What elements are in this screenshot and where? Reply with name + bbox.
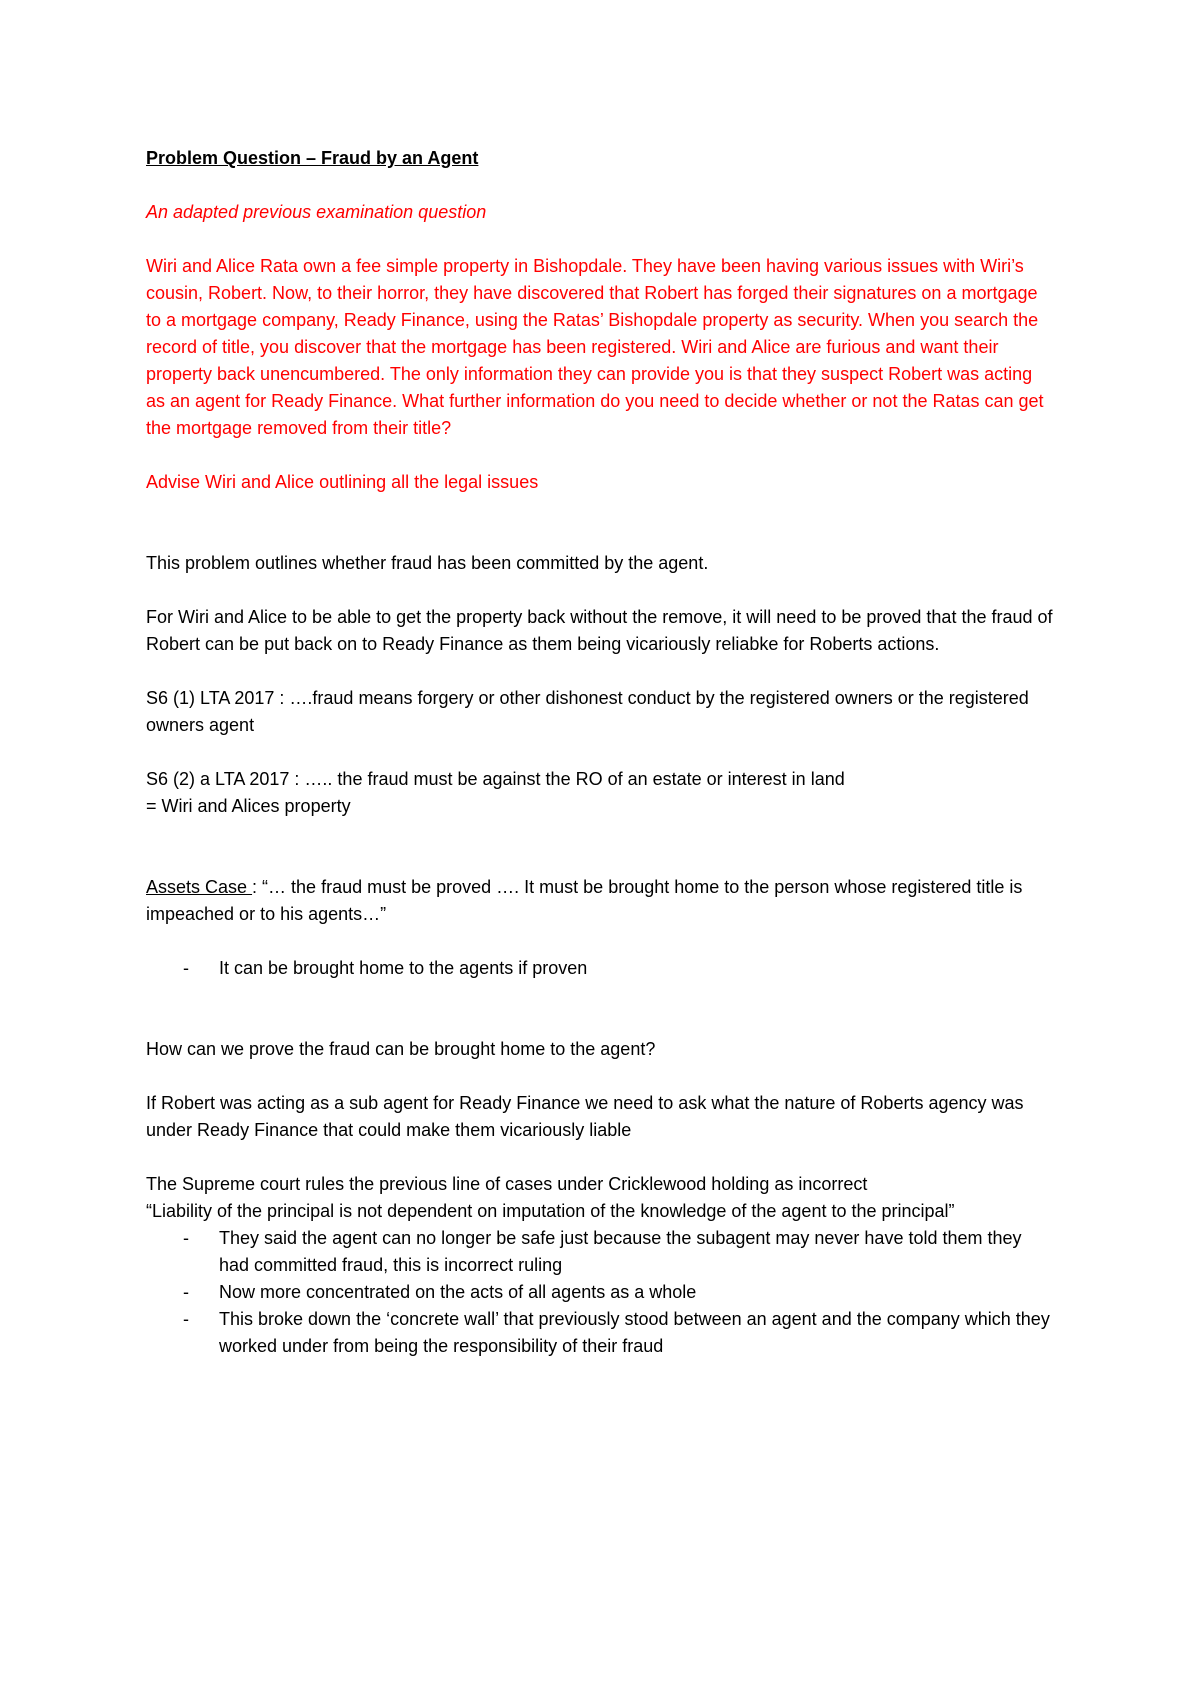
document-subtitle: An adapted previous examination question: [146, 202, 487, 222]
supreme-court-quote: “Liability of the principal is not dependent on imputation of the knowledge of the agent to the principal”: [146, 1201, 955, 1221]
assets-case-quote: : “… the fraud must be proved …. It must be brought home to the person whose registered title is impeached or to his agents…”: [146, 877, 1023, 924]
document-page: [146, 145, 1056, 1360]
answer-paragraph-vicarious: For Wiri and Alice to be able to get the property back without the remove, it will need to be proved that the fraud of Robert can be put back on to Ready Finance as them being vicariously reliabke for Roberts actions.: [146, 607, 1053, 654]
section-6-1-quote: S6 (1) LTA 2017 : ….fraud means forgery or other dishonest conduct by the registered owners or the registered owners agent: [146, 688, 1029, 735]
assets-case-paragraph: [146, 874, 1056, 928]
list-item: - It can be brought home to the agents if proven: [146, 955, 1056, 982]
list-item: - They said the agent can no longer be safe just because the subagent may never have told them they had committed fraud, this is incorrect ruling: [146, 1225, 1056, 1279]
section-6-2-conclusion: = Wiri and Alices property: [146, 796, 351, 816]
bullet-dash: -: [183, 1309, 189, 1329]
section-6-2-block: [146, 766, 1056, 820]
supreme-court-line: The Supreme court rules the previous line of cases under Cricklewood holding as incorrect: [146, 1174, 868, 1194]
document-title: Problem Question – Fraud by an Agent: [146, 148, 479, 168]
answer-intro: This problem outlines whether fraud has been committed by the agent.: [146, 553, 709, 573]
question-instruction: Advise Wiri and Alice outlining all the legal issues: [146, 472, 539, 492]
bullet-dash: -: [183, 1228, 189, 1248]
answer-paragraph-sub-agent: If Robert was acting as a sub agent for Ready Finance we need to ask what the nature of Roberts agency was under Ready Finance that could make them vicariously liable: [146, 1093, 1024, 1140]
assets-case-bullet-list: [146, 955, 1056, 982]
question-paragraph: Wiri and Alice Rata own a fee simple property in Bishopdale. They have been having various issues with Wiri’s cousin, Robert. Now, to their horror, they have discovered that Robert has forged their signatures on a mortgage to a mortgage company, Ready Finance, using the Ratas’ Bishopdale property as security. When you search the record of title, you discover that the mortgage has been registered. Wiri and Alice are furious and want their property back unencumbered. The only information they can provide you is that they suspect Robert was acting as an agent for Ready Finance. What further information do you need to decide whether or not the Ratas can get the mortgage removed from their title?: [146, 256, 1044, 438]
bullet-dash: -: [183, 958, 189, 978]
section-6-2-quote: S6 (2) a LTA 2017 : ….. the fraud must be against the RO of an estate or interest in land: [146, 769, 845, 789]
bullet-dash: -: [183, 1282, 189, 1302]
supreme-court-bullet-list: [146, 1225, 1056, 1360]
answer-question-2: How can we prove the fraud can be brought home to the agent?: [146, 1039, 656, 1059]
list-item: - Now more concentrated on the acts of all agents as a whole: [146, 1279, 1056, 1306]
list-item: - This broke down the ‘concrete wall’ that previously stood between an agent and the company which they worked under from being the responsibility of their fraud: [146, 1306, 1056, 1360]
assets-case-label: Assets Case: [146, 877, 253, 897]
